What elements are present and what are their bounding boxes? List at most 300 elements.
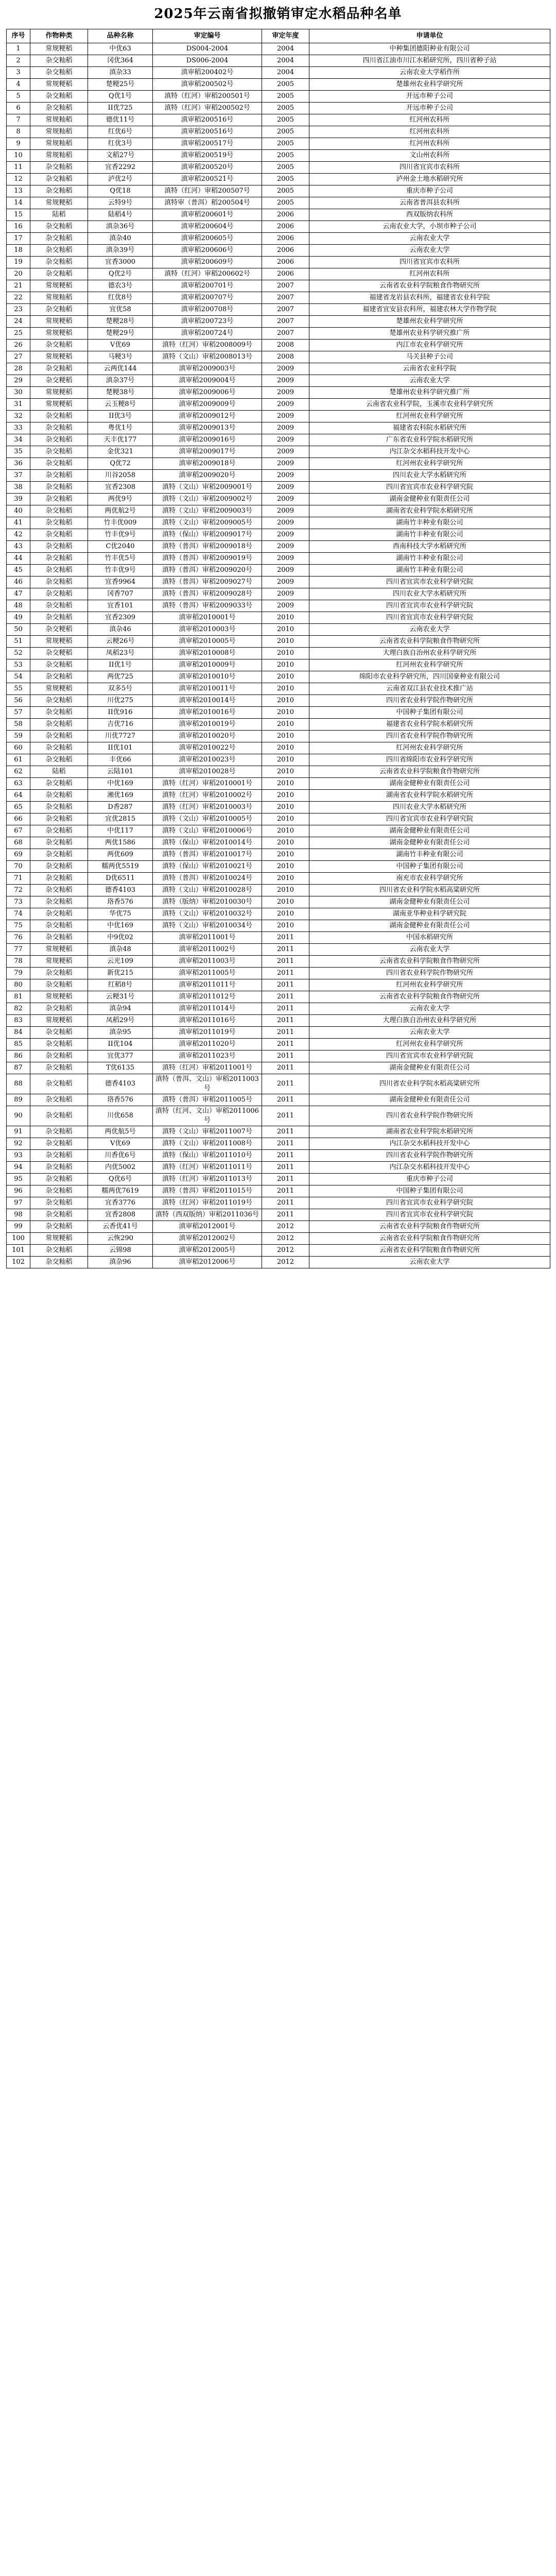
cell-serial: 22	[7, 292, 30, 304]
cell-applicant: 广东省农业科学院水稻研究所	[309, 434, 550, 446]
cell-crop-type: 杂交籼稻	[30, 434, 88, 446]
table-row	[7, 778, 550, 790]
cell-applicant: 楚雄州农业科学研究所	[309, 316, 550, 328]
cell-crop-type: 杂交籼稻	[30, 778, 88, 790]
cell-crop-type: 杂交籼稻	[30, 185, 88, 197]
cell-approval-year: 2012	[262, 1245, 309, 1257]
cell-serial: 62	[7, 766, 30, 778]
cell-serial: 84	[7, 1027, 30, 1039]
cell-applicant: 云南农业大学	[309, 245, 550, 257]
cell-variety-name: 竹丰优5号	[88, 553, 153, 565]
cell-variety-name: 德农3号	[88, 280, 153, 292]
cell-approval-year: 2007	[262, 316, 309, 328]
cell-variety-name: 糯两优7619	[88, 1185, 153, 1197]
cell-crop-type: 杂交籼稻	[30, 754, 88, 766]
cell-approval-number: 滇审稻200519号	[153, 150, 262, 162]
cell-approval-number: 滇特（保山）审稻2010014号	[153, 837, 262, 849]
cell-crop-type: 杂交籼稻	[30, 896, 88, 908]
cell-approval-year: 2009	[262, 588, 309, 600]
cell-serial: 70	[7, 861, 30, 873]
cell-approval-year: 2011	[262, 1039, 309, 1050]
cell-variety-name: 云锦98	[88, 1245, 153, 1257]
cell-serial: 88	[7, 1074, 30, 1094]
table-row	[7, 671, 550, 683]
cell-applicant: 湖南金健种业有限责任公司	[309, 1094, 550, 1106]
table-row	[7, 1233, 550, 1245]
cell-applicant: 四川省宜宾市农业科学研究院	[309, 482, 550, 494]
cell-approval-number: 滇特（文山）审稻2010006号	[153, 825, 262, 837]
cell-applicant: 湖南省农业科学院水稻研究所	[309, 505, 550, 517]
table-row	[7, 209, 550, 221]
cell-approval-number: 滇特（普洱）审稻2009033号	[153, 600, 262, 612]
cell-approval-number: 滇审稻2009009号	[153, 399, 262, 411]
cell-serial: 40	[7, 505, 30, 517]
cell-approval-year: 2009	[262, 470, 309, 482]
cell-approval-year: 2005	[262, 138, 309, 150]
cell-applicant: 大理白族自治州农业科学研究所	[309, 1015, 550, 1027]
cell-applicant: 中种集团德阳种业有限公司	[309, 43, 550, 55]
cell-serial: 28	[7, 363, 30, 375]
cell-crop-type: 常规粳稻	[30, 328, 88, 340]
cell-crop-type: 杂交籼稻	[30, 1221, 88, 1233]
cell-serial: 77	[7, 944, 30, 956]
cell-approval-year: 2010	[262, 885, 309, 896]
cell-crop-type: 常规粳稻	[30, 43, 88, 55]
cell-applicant: 四川省绵阳市农业科学研究所	[309, 754, 550, 766]
cell-applicant: 云南省农业科学院粮食作物研究所	[309, 1221, 550, 1233]
table-body	[7, 43, 550, 1268]
cell-applicant: 红河州农业科学研究所	[309, 659, 550, 671]
cell-crop-type: 杂交籼稻	[30, 411, 88, 422]
cell-crop-type: 杂交籼稻	[30, 1209, 88, 1221]
cell-approval-number: 滇审稻2009013号	[153, 422, 262, 434]
table-row	[7, 1003, 550, 1015]
cell-crop-type: 杂交籼稻	[30, 1050, 88, 1062]
table-row	[7, 991, 550, 1003]
cell-crop-type: 杂交籼稻	[30, 1245, 88, 1257]
cell-approval-year: 2010	[262, 825, 309, 837]
cell-approval-year: 2010	[262, 908, 309, 920]
cell-applicant: 四川省农业科学院作物研究所	[309, 695, 550, 707]
cell-approval-number: 滇审稻2009018号	[153, 458, 262, 470]
cell-applicant: 红河州农业科学研究所	[309, 1039, 550, 1050]
cell-approval-year: 2010	[262, 612, 309, 624]
cell-variety-name: 宜香2309	[88, 612, 153, 624]
cell-crop-type: 杂交籼稻	[30, 174, 88, 185]
table-row	[7, 825, 550, 837]
table-row	[7, 340, 550, 351]
cell-variety-name: 粤优1号	[88, 422, 153, 434]
table-row	[7, 1094, 550, 1106]
cell-variety-name: 云两优144	[88, 363, 153, 375]
cell-applicant: 绵阳市农业科学研究所，四川国豪种业有限公司	[309, 671, 550, 683]
cell-approval-year: 2011	[262, 1074, 309, 1094]
cell-approval-number: 滇特（普洱）审稻2009018号	[153, 541, 262, 553]
cell-approval-number: 滇审稻2011001号	[153, 932, 262, 944]
table-row	[7, 979, 550, 991]
table-row	[7, 861, 550, 873]
cell-crop-type: 杂交籼稻	[30, 304, 88, 316]
cell-variety-name: 滇杂46	[88, 624, 153, 636]
cell-approval-year: 2010	[262, 873, 309, 885]
table-row	[7, 577, 550, 588]
table-row	[7, 363, 550, 375]
cell-serial: 42	[7, 529, 30, 541]
cell-crop-type: 常规粳稻	[30, 683, 88, 695]
cell-approval-year: 2010	[262, 624, 309, 636]
cell-crop-type: 杂交籼稻	[30, 1074, 88, 1094]
cell-approval-year: 2005	[262, 103, 309, 114]
cell-variety-name: 宜香3776	[88, 1197, 153, 1209]
table-row	[7, 434, 550, 446]
cell-crop-type: 杂交籼稻	[30, 612, 88, 624]
cell-crop-type: 杂交籼稻	[30, 553, 88, 565]
cell-variety-name: II优104	[88, 1039, 153, 1050]
cell-applicant: 四川省宜宾市农科所	[309, 257, 550, 268]
cell-crop-type: 杂交籼稻	[30, 1027, 88, 1039]
table-row	[7, 529, 550, 541]
cell-applicant: 四川农业大学水稻研究所	[309, 470, 550, 482]
cell-applicant: 四川省宜宾市农业科学研究院	[309, 577, 550, 588]
table-row	[7, 719, 550, 731]
table-row	[7, 482, 550, 494]
cell-approval-year: 2004	[262, 55, 309, 67]
cell-applicant: 云南省农业科学院粮食作物研究所	[309, 956, 550, 968]
cell-variety-name: 楚粳38号	[88, 387, 153, 399]
table-row	[7, 458, 550, 470]
cell-applicant: 四川省宜宾市农业科学研究院	[309, 600, 550, 612]
cell-crop-type: 杂交籼稻	[30, 695, 88, 707]
cell-approval-year: 2010	[262, 695, 309, 707]
cell-applicant: 四川省宜宾市农业科学研究院	[309, 1197, 550, 1209]
table-row	[7, 588, 550, 600]
cell-crop-type: 杂交籼稻	[30, 446, 88, 458]
cell-approval-year: 2011	[262, 1138, 309, 1150]
cell-approval-year: 2011	[262, 956, 309, 968]
cell-serial: 8	[7, 126, 30, 138]
cell-serial: 43	[7, 541, 30, 553]
table-row	[7, 600, 550, 612]
cell-crop-type: 杂交籼稻	[30, 1197, 88, 1209]
cell-approval-year: 2009	[262, 482, 309, 494]
cell-approval-year: 2010	[262, 719, 309, 731]
cell-approval-number: 滇审稻200723号	[153, 316, 262, 328]
table-row	[7, 1062, 550, 1074]
cell-applicant: 福建省宜安县农科所，福建农林大学作物学院	[309, 304, 550, 316]
cell-approval-number: 滇审稻2011003号	[153, 956, 262, 968]
cell-serial: 17	[7, 233, 30, 245]
cell-applicant: 云南农业大学	[309, 233, 550, 245]
cell-approval-number: 滇审稻2010010号	[153, 671, 262, 683]
cell-crop-type: 杂交籼稻	[30, 908, 88, 920]
table-row	[7, 1221, 550, 1233]
cell-approval-year: 2010	[262, 671, 309, 683]
cell-variety-name: 宜香2308	[88, 482, 153, 494]
cell-approval-number: 滇特（红河）审稻200501号	[153, 91, 262, 103]
cell-crop-type: 杂交籼稻	[30, 257, 88, 268]
cell-variety-name: 云特9号	[88, 197, 153, 209]
cell-serial: 4	[7, 79, 30, 91]
cell-variety-name: 滇杂39号	[88, 245, 153, 257]
table-row	[7, 103, 550, 114]
table-row	[7, 731, 550, 742]
cell-approval-year: 2010	[262, 659, 309, 671]
table-row	[7, 1039, 550, 1050]
cell-approval-year: 2010	[262, 861, 309, 873]
cell-approval-number: 滇特（普洱、文山）审稻2011003号	[153, 1074, 262, 1094]
cell-serial: 102	[7, 1257, 30, 1268]
cell-crop-type: 常规籼稻	[30, 292, 88, 304]
table-row	[7, 612, 550, 624]
cell-serial: 92	[7, 1138, 30, 1150]
table-row	[7, 150, 550, 162]
cell-approval-number: 滇特（文山）审稻2009003号	[153, 505, 262, 517]
table-row	[7, 470, 550, 482]
cell-serial: 23	[7, 304, 30, 316]
header-approval-number: 审定编号	[153, 29, 262, 43]
cell-approval-year: 2011	[262, 1027, 309, 1039]
cell-approval-year: 2009	[262, 553, 309, 565]
cell-serial: 48	[7, 600, 30, 612]
cell-serial: 56	[7, 695, 30, 707]
cell-approval-number: 滇审稻2010005号	[153, 636, 262, 648]
cell-crop-type: 杂交籼稻	[30, 233, 88, 245]
document-title: 2025年云南省拟撤销审定水稻品种名单	[154, 6, 402, 22]
cell-variety-name: 滇杂40	[88, 233, 153, 245]
cell-applicant: 红河州农业科学研究所	[309, 742, 550, 754]
cell-approval-number: 滇审稻2011011号	[153, 979, 262, 991]
cell-applicant: 云南农业大学稻作所	[309, 67, 550, 79]
cell-crop-type: 杂交籼稻	[30, 790, 88, 802]
cell-serial: 74	[7, 908, 30, 920]
cell-approval-year: 2004	[262, 67, 309, 79]
cell-serial: 60	[7, 742, 30, 754]
cell-serial: 31	[7, 399, 30, 411]
cell-variety-name: 红稻8号	[88, 979, 153, 991]
cell-approval-number: 滇特（红河）审稻2010001号	[153, 778, 262, 790]
cell-approval-number: 滇审稻200605号	[153, 233, 262, 245]
cell-approval-number: 滇审稻200604号	[153, 221, 262, 233]
cell-variety-name: II优1号	[88, 659, 153, 671]
table-row	[7, 553, 550, 565]
cell-approval-number: DS006-2004	[153, 55, 262, 67]
cell-crop-type: 杂交籼稻	[30, 849, 88, 861]
cell-approval-year: 2011	[262, 944, 309, 956]
cell-variety-name: 德香4103	[88, 885, 153, 896]
cell-approval-year: 2011	[262, 1106, 309, 1126]
cell-applicant: 四川省农业科学院水稻高粱研究所	[309, 885, 550, 896]
cell-applicant: 泸州金土地水稻研究所	[309, 174, 550, 185]
table-row	[7, 185, 550, 197]
cell-crop-type: 杂交籼稻	[30, 719, 88, 731]
cell-applicant: 大理白族自治州农业科学研究所	[309, 648, 550, 659]
cell-approval-number: 滇审稻200516号	[153, 114, 262, 126]
table-row	[7, 446, 550, 458]
cell-approval-year: 2011	[262, 1150, 309, 1162]
cell-approval-number: 滇特（文山）审稻2008013号	[153, 351, 262, 363]
cell-approval-number: 滇审稻2010001号	[153, 612, 262, 624]
cell-approval-number: 滇审稻2010028号	[153, 766, 262, 778]
cell-approval-number: DS004-2004	[153, 43, 262, 55]
cell-variety-name: 两优725	[88, 671, 153, 683]
cell-crop-type: 杂交籼稻	[30, 1150, 88, 1162]
cell-crop-type: 杂交籼稻	[30, 873, 88, 885]
cell-serial: 38	[7, 482, 30, 494]
table-row	[7, 766, 550, 778]
cell-applicant: 内江杂交水稻科技开发中心	[309, 1138, 550, 1150]
cell-applicant: 云南省农业科学院粮食作物研究所	[309, 991, 550, 1003]
header-serial: 序号	[7, 29, 30, 43]
cell-serial: 86	[7, 1050, 30, 1062]
cell-crop-type: 常规粳稻	[30, 944, 88, 956]
cell-serial: 3	[7, 67, 30, 79]
cell-approval-number: 滇审稻2012006号	[153, 1257, 262, 1268]
table-row	[7, 399, 550, 411]
cell-approval-year: 2006	[262, 257, 309, 268]
cell-crop-type: 杂交籼稻	[30, 1094, 88, 1106]
cell-approval-year: 2005	[262, 114, 309, 126]
cell-approval-number: 滇审稻200517号	[153, 138, 262, 150]
table-row	[7, 849, 550, 861]
cell-approval-year: 2006	[262, 233, 309, 245]
cell-serial: 41	[7, 517, 30, 529]
header-variety-name: 品种名称	[88, 29, 153, 43]
cell-approval-year: 2009	[262, 494, 309, 505]
table-row	[7, 1197, 550, 1209]
table-row	[7, 695, 550, 707]
cell-crop-type: 杂交籼稻	[30, 885, 88, 896]
cell-approval-year: 2009	[262, 529, 309, 541]
cell-approval-year: 2010	[262, 766, 309, 778]
table-row	[7, 233, 550, 245]
cell-approval-number: 滇特（红河）审稻2011001号	[153, 1062, 262, 1074]
cell-applicant: 红河州农科所	[309, 126, 550, 138]
cell-crop-type: 杂交籼稻	[30, 731, 88, 742]
table-row	[7, 896, 550, 908]
table-row	[7, 1126, 550, 1138]
cell-approval-number: 滇特（文山）审稻2009001号	[153, 482, 262, 494]
cell-approval-year: 2012	[262, 1221, 309, 1233]
cell-approval-year: 2008	[262, 340, 309, 351]
cell-serial: 91	[7, 1126, 30, 1138]
cell-applicant: 红河州农业科学研究所	[309, 979, 550, 991]
cell-crop-type: 杂交籼稻	[30, 565, 88, 577]
cell-applicant: 湖南金健种业有限责任公司	[309, 778, 550, 790]
cell-serial: 94	[7, 1162, 30, 1174]
table-row	[7, 541, 550, 553]
table-row	[7, 1162, 550, 1174]
table-row	[7, 1074, 550, 1094]
cell-applicant: 重庆市种子公司	[309, 1174, 550, 1185]
cell-serial: 81	[7, 991, 30, 1003]
cell-crop-type: 杂交粳稻	[30, 648, 88, 659]
cell-variety-name: D优6511	[88, 873, 153, 885]
cell-variety-name: 内优5002	[88, 1162, 153, 1174]
table-row	[7, 280, 550, 292]
table-row	[7, 411, 550, 422]
cell-applicant: 云南省普洱县农科所	[309, 197, 550, 209]
cell-serial: 85	[7, 1039, 30, 1050]
cell-approval-year: 2005	[262, 162, 309, 174]
cell-crop-type: 杂交籼稻	[30, 1003, 88, 1015]
cell-approval-year: 2010	[262, 814, 309, 825]
table-row	[7, 67, 550, 79]
cell-approval-number: 滇审稻2011014号	[153, 1003, 262, 1015]
cell-approval-year: 2011	[262, 1197, 309, 1209]
cell-approval-year: 2010	[262, 920, 309, 932]
table-row	[7, 885, 550, 896]
cell-crop-type: 常规粳稻	[30, 636, 88, 648]
table-row	[7, 1138, 550, 1150]
cell-crop-type: 杂交籼稻	[30, 363, 88, 375]
cell-applicant: 福建省龙岩县农科所，福建省农业科学院	[309, 292, 550, 304]
cell-approval-number: 滇审稻2009017号	[153, 446, 262, 458]
cell-approval-number: 滇审稻200609号	[153, 257, 262, 268]
table-row	[7, 968, 550, 979]
cell-applicant: 云南省农业科学院	[309, 363, 550, 375]
cell-approval-number: 滇审稻2011005号	[153, 968, 262, 979]
cell-variety-name: 滇杂37号	[88, 375, 153, 387]
table-row	[7, 742, 550, 754]
cell-serial: 72	[7, 885, 30, 896]
cell-applicant: 四川省宜宾市农业科学研究院	[309, 612, 550, 624]
cell-serial: 67	[7, 825, 30, 837]
cell-approval-year: 2005	[262, 126, 309, 138]
cell-serial: 33	[7, 422, 30, 434]
cell-variety-name: 宜香9964	[88, 577, 153, 588]
cell-variety-name: Q优2号	[88, 268, 153, 280]
cell-crop-type: 杂交籼稻	[30, 494, 88, 505]
table-row	[7, 814, 550, 825]
cell-approval-number: 滇特（文山）审稻2010005号	[153, 814, 262, 825]
cell-applicant: 云南农业大学	[309, 1257, 550, 1268]
cell-variety-name: 滇杂33	[88, 67, 153, 79]
cell-serial: 49	[7, 612, 30, 624]
cell-crop-type: 杂交籼稻	[30, 221, 88, 233]
table-row	[7, 908, 550, 920]
cell-approval-year: 2010	[262, 742, 309, 754]
cell-crop-type: 杂交籼稻	[30, 470, 88, 482]
cell-applicant: 云南省农业科学院粮食作物研究所	[309, 766, 550, 778]
cell-approval-year: 2010	[262, 648, 309, 659]
cell-applicant: 四川省江油市川江水稻研究所，四川省种子站	[309, 55, 550, 67]
cell-serial: 59	[7, 731, 30, 742]
cell-serial: 50	[7, 624, 30, 636]
cell-approval-year: 2005	[262, 79, 309, 91]
cell-crop-type: 常规粳稻	[30, 1015, 88, 1027]
cell-variety-name: 宜优377	[88, 1050, 153, 1062]
table-row	[7, 387, 550, 399]
cell-applicant: 四川省宜宾市农业科学研究院	[309, 1209, 550, 1221]
cell-serial: 73	[7, 896, 30, 908]
cell-variety-name: II优101	[88, 742, 153, 754]
cell-variety-name: 冈优364	[88, 55, 153, 67]
cell-crop-type: 杂交籼稻	[30, 55, 88, 67]
cell-variety-name: V优69	[88, 1138, 153, 1150]
cell-crop-type: 杂交籼稻	[30, 1126, 88, 1138]
cell-crop-type: 常规粳稻	[30, 991, 88, 1003]
table-row	[7, 683, 550, 695]
cell-serial: 90	[7, 1106, 30, 1126]
table-row	[7, 873, 550, 885]
cell-crop-type: 杂交籼稻	[30, 600, 88, 612]
cell-approval-number: 滇审稻2009020号	[153, 470, 262, 482]
cell-approval-number: 滇特（保山）审稻2010021号	[153, 861, 262, 873]
cell-approval-number: 滇特（普洱）审稻2009028号	[153, 588, 262, 600]
cell-applicant: 中国种子集团有限公司	[309, 861, 550, 873]
cell-crop-type: 常规粳稻	[30, 316, 88, 328]
cell-approval-number: 滇特（红河）审稻200507号	[153, 185, 262, 197]
